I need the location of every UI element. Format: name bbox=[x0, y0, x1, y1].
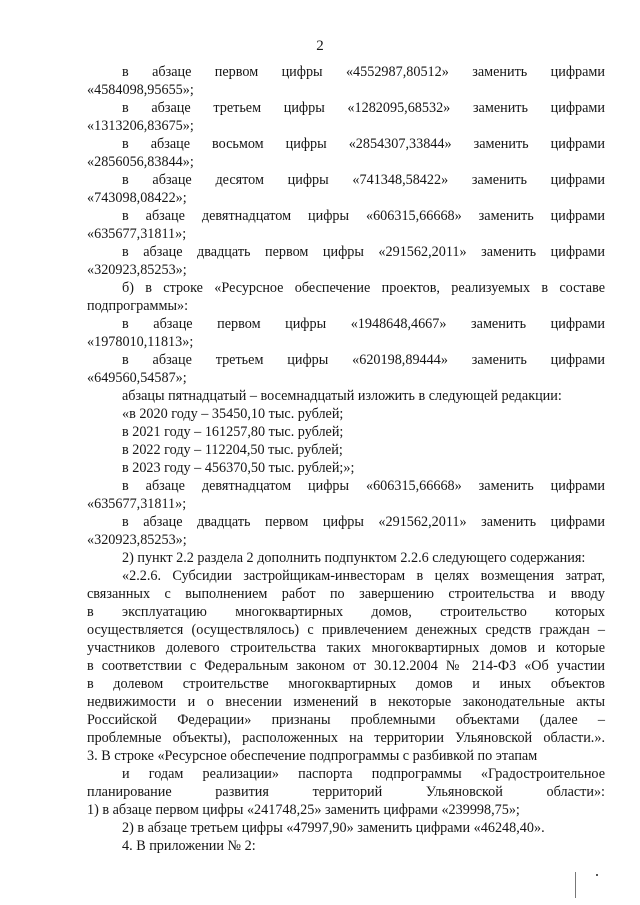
text-line: «в 2020 году – 35450,10 тыс. рублей; bbox=[122, 406, 344, 422]
text-line: «1313206,83675»; bbox=[87, 118, 194, 134]
text-line: в абзаце восьмом цифры «2854307,33844» заменить цифрами bbox=[122, 136, 605, 152]
scan-margin-mark bbox=[575, 872, 576, 898]
text-line: б) в строке «Ресурсное обеспечение проектов, реализуемых в составе bbox=[122, 280, 605, 296]
text-line: в абзаце третьем цифры «620198,89444» заменить цифрами bbox=[122, 352, 605, 368]
text-line: «635677,31811»; bbox=[87, 226, 187, 242]
text-line: в 2023 году – 456370,50 тыс. рублей;»; bbox=[122, 460, 355, 476]
text-line: в долевом строительстве многоквартирных домов и иных объектов bbox=[87, 676, 605, 692]
scan-dot bbox=[596, 874, 598, 876]
text-line: абзацы пятнадцатый – восемнадцатый изложить в следующей редакции: bbox=[122, 388, 562, 404]
text-line: «649560,54587»; bbox=[87, 370, 187, 386]
text-line: участников долевого строительства таких многоквартирных домов и которые bbox=[87, 640, 605, 656]
text-line: «743098,08422»; bbox=[87, 190, 187, 206]
text-line: в абзаце девятнадцатом цифры «606315,66668» заменить цифрами bbox=[122, 478, 605, 494]
text-line: в эксплуатацию многоквартирных домов, строительство которых bbox=[87, 604, 605, 620]
text-line: 3. В строке «Ресурсное обеспечение подпрограммы с разбивкой по этапам bbox=[87, 748, 538, 764]
text-line: «635677,31811»; bbox=[87, 496, 187, 512]
text-line: 2) в абзаце третьем цифры «47997,90» заменить цифрами «46248,40». bbox=[122, 820, 545, 836]
text-line: в 2021 году – 161257,80 тыс. рублей; bbox=[122, 424, 344, 440]
text-line: в 2022 году – 112204,50 тыс. рублей; bbox=[122, 442, 343, 458]
text-line: в абзаце первом цифры «1948648,4667» заменить цифрами bbox=[122, 316, 605, 332]
text-line: связанных с выполнением работ по завершению строительства и вводу bbox=[87, 586, 605, 602]
page-number: 2 bbox=[316, 38, 324, 54]
text-line: осуществляется (осуществлялось) с привлечением денежных средств граждан – bbox=[87, 622, 605, 638]
text-line: в абзаце двадцать первом цифры «291562,2011» заменить цифрами bbox=[122, 244, 605, 260]
text-line: и годам реализации» паспорта подпрограммы «Градостроительное bbox=[122, 766, 605, 782]
text-line: подпрограммы»: bbox=[87, 298, 189, 314]
text-line: проблемные объекты), расположенных на территории Ульяновской области.». bbox=[87, 730, 605, 746]
text-line: «320923,85253»; bbox=[87, 262, 187, 278]
text-line: в абзаце первом цифры «4552987,80512» заменить цифрами bbox=[122, 64, 605, 80]
text-line: 4. В приложении № 2: bbox=[122, 838, 256, 854]
text-line: Российской Федерации» признаны проблемными объектами (далее – bbox=[87, 712, 605, 728]
text-line: «2856056,83844»; bbox=[87, 154, 194, 170]
text-line: 2) пункт 2.2 раздела 2 дополнить подпунктом 2.2.6 следующего содержания: bbox=[122, 550, 586, 566]
text-line: планирование развития территорий Ульяновской области»: bbox=[87, 784, 605, 800]
text-line: «1978010,11813»; bbox=[87, 334, 194, 350]
text-line: недвижимости и о внесении изменений в некоторые законодательные акты bbox=[87, 694, 605, 710]
text-line: в соответствии с Федеральным законом от 30.12.2004 № 214-ФЗ «Об участии bbox=[87, 658, 605, 674]
text-line: 1) в абзаце первом цифры «241748,25» заменить цифрами «239998,75»; bbox=[87, 802, 520, 818]
text-line: «2.2.6. Субсидии застройщикам-инвесторам в целях возмещения затрат, bbox=[122, 568, 605, 584]
text-line: в абзаце девятнадцатом цифры «606315,66668» заменить цифрами bbox=[122, 208, 605, 224]
text-line: «4584098,95655»; bbox=[87, 82, 194, 98]
text-line: в абзаце двадцать первом цифры «291562,2011» заменить цифрами bbox=[122, 514, 605, 530]
text-line: «320923,85253»; bbox=[87, 532, 187, 548]
text-line: в абзаце десятом цифры «741348,58422» заменить цифрами bbox=[122, 172, 605, 188]
text-line: в абзаце третьем цифры «1282095,68532» заменить цифрами bbox=[122, 100, 605, 116]
